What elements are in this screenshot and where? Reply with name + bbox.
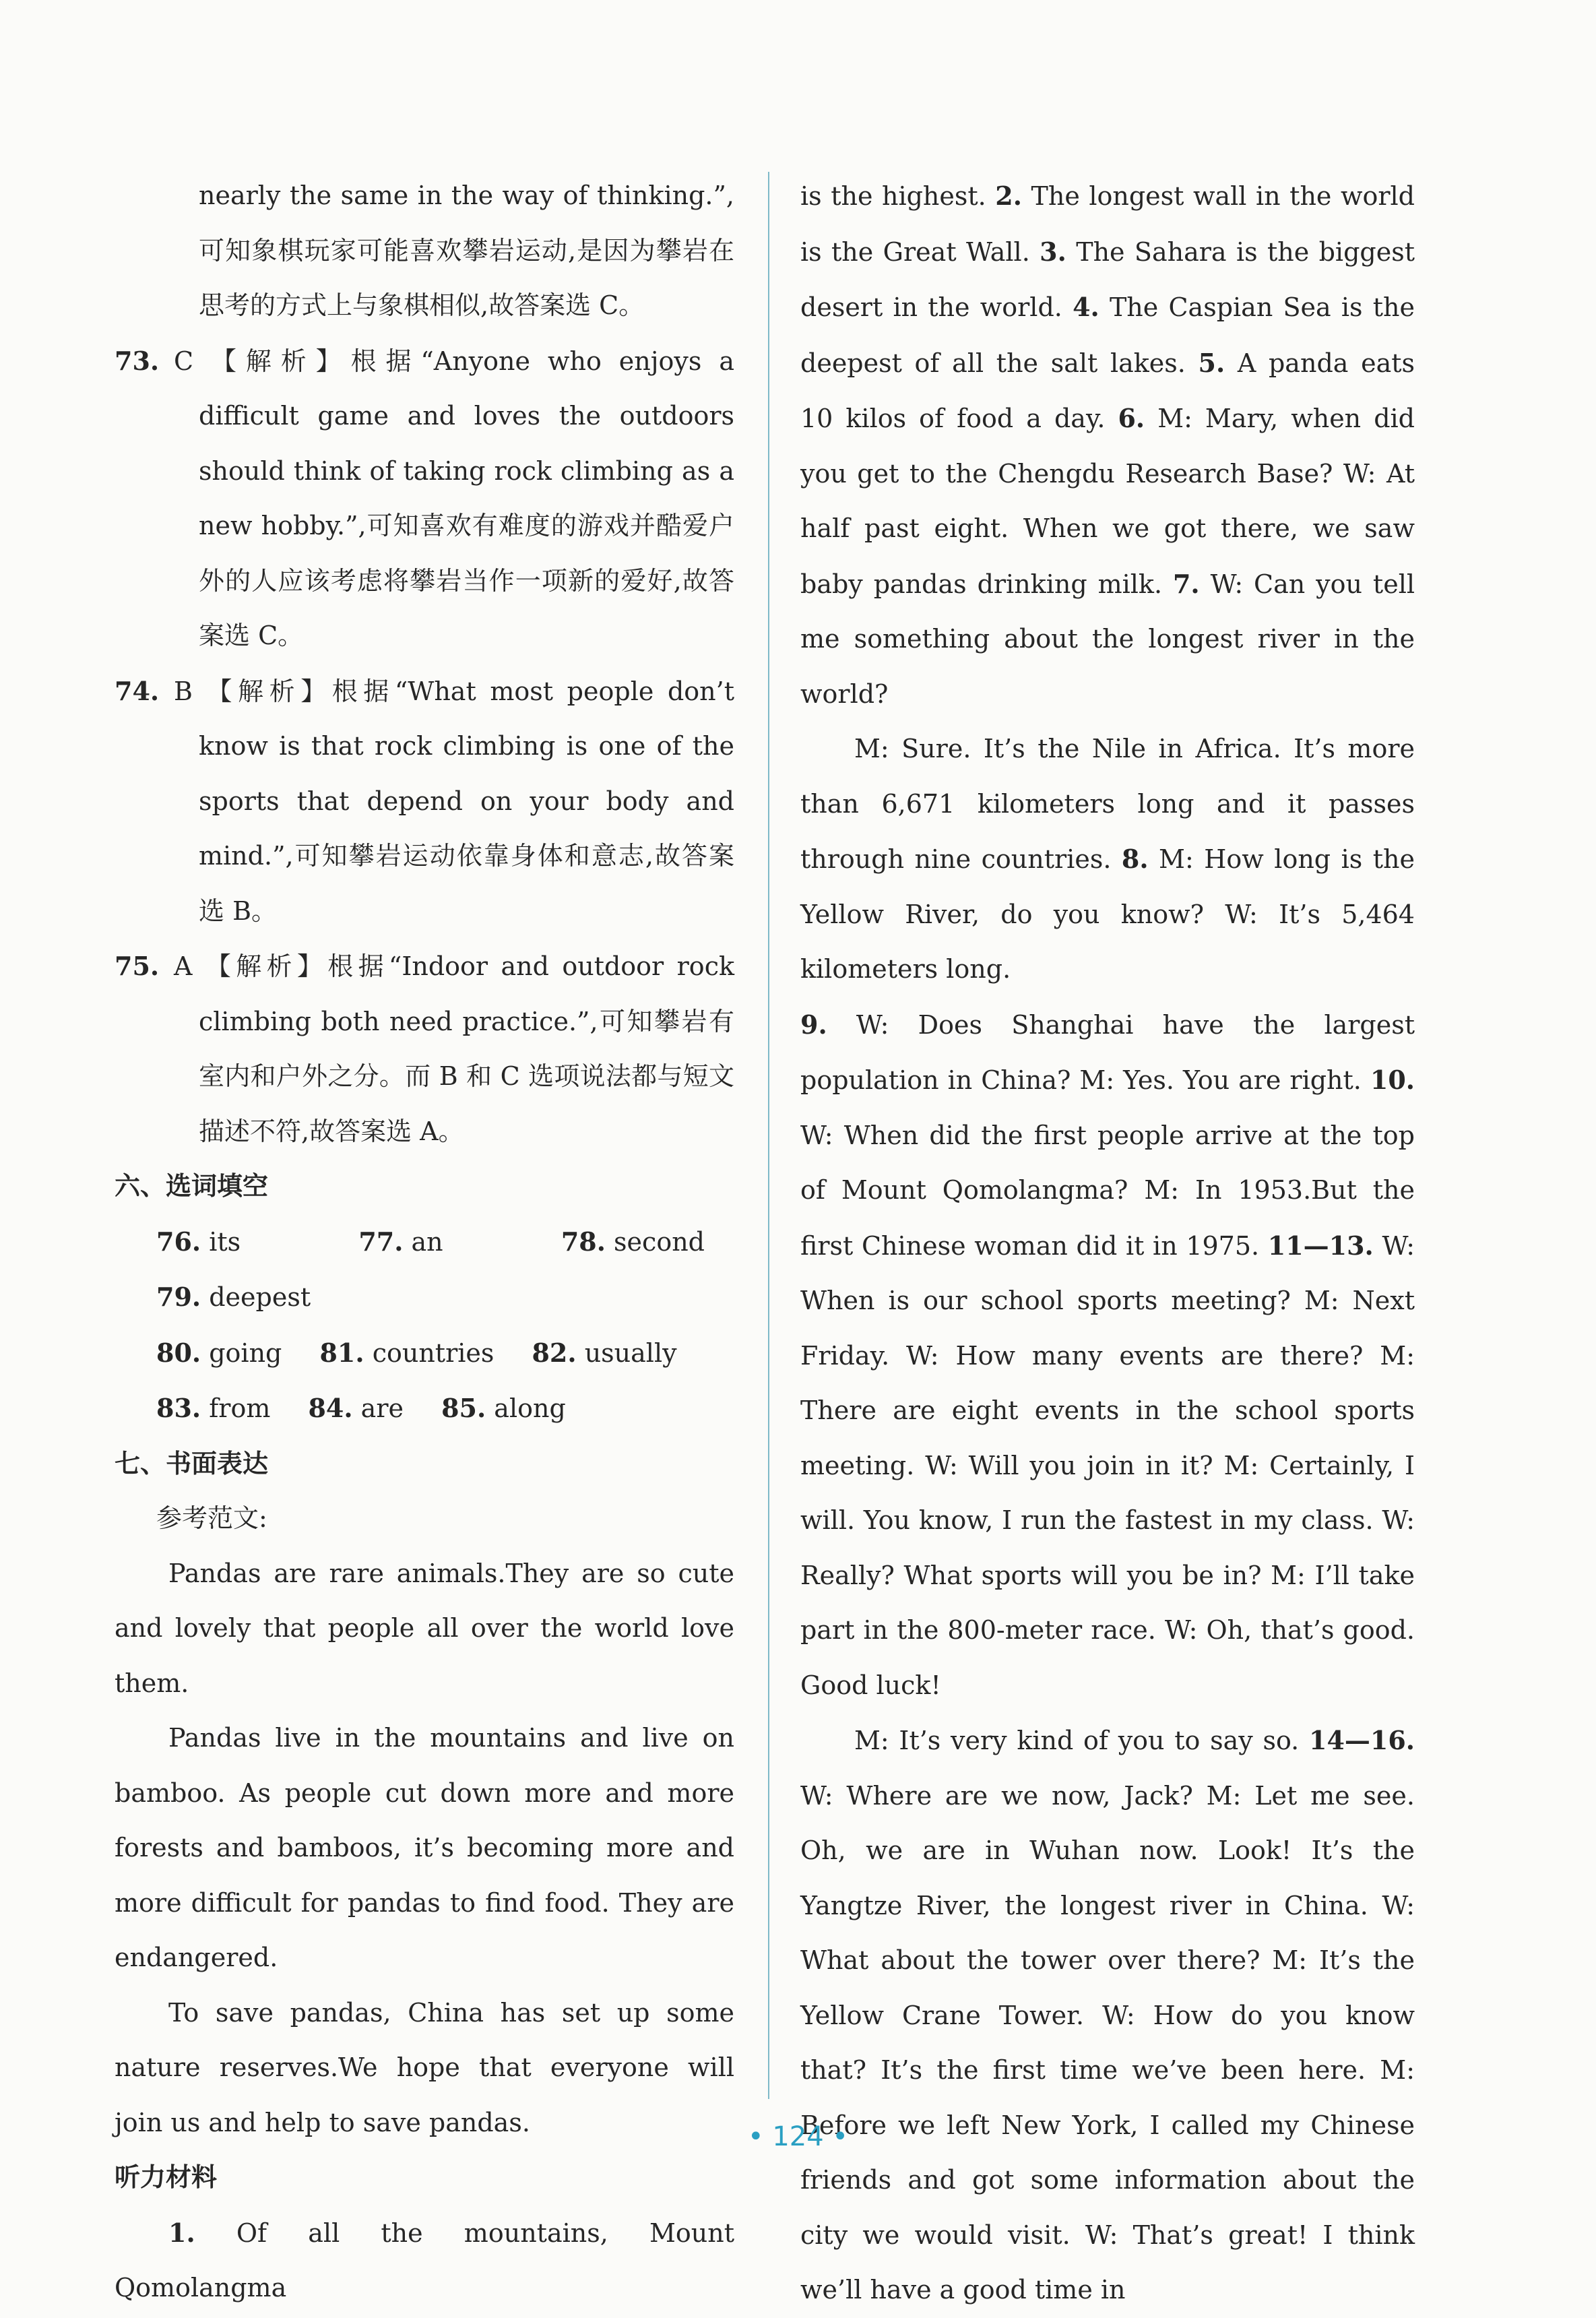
transcript-text: The longest wall in the world is the Great Wall.: [800, 181, 1415, 267]
answer-74: [115, 664, 734, 939]
question-number: 2.: [995, 181, 1022, 211]
answer-72-continuation: nearly the same in the way of thinking.”,可知象棋玩家可能喜欢攀岩运动,是因为攀岩在思考的方式上与象棋相似,故答案选 C。: [199, 181, 734, 320]
answer-number: 75.: [115, 951, 160, 981]
question-number: 6.: [1118, 403, 1145, 433]
fill-row: [115, 1325, 734, 1381]
transcript-text: M: Mary, when did you get to the Chengdu Research Base? W: At half past eight. When we got there, we saw baby pandas drinking milk.: [800, 404, 1415, 599]
fill-item: 79. deepest: [156, 1282, 311, 1312]
question-number: 11—13.: [1267, 1230, 1374, 1261]
answer-text: A 【解析】根据“Indoor and outdoor rock climbing both need practice.”,可知攀岩有室内和户外之分。而 B 和 C 选项说法都与短文描述不符,故答案选 A。: [174, 951, 734, 1146]
answer-number: 73.: [115, 345, 160, 376]
question-number: 9.: [800, 1009, 827, 1040]
answer-number: 74.: [115, 675, 160, 706]
fill-item: 76. its: [156, 1226, 241, 1257]
left-column: [115, 168, 734, 2316]
listening-paragraph: [800, 722, 1415, 997]
fill-in-answers: [115, 1214, 734, 1437]
section-7-heading: 七、书面表达: [115, 1448, 269, 1478]
transcript-text: M: How long is the Yellow River, do you know? W: It’s 5,464 kilometers long.: [800, 844, 1415, 984]
question-number: 3.: [1040, 236, 1066, 267]
fill-item: 82. usually: [532, 1337, 677, 1368]
answer-73: [115, 334, 734, 664]
transcript-text: is the highest.: [800, 181, 996, 211]
listening-start: 1. Of all the mountains, Mount Qomolangma: [115, 2217, 734, 2303]
question-number: 4.: [1073, 292, 1099, 322]
section-6-heading: 六、选词填空: [115, 1171, 269, 1201]
fill-row: [115, 1381, 734, 1437]
fill-item: 77. an: [358, 1226, 443, 1257]
essay-paragraph: Pandas are rare animals.They are so cute and lovely that people all over the world love them.: [115, 1558, 734, 1698]
listening-heading: 听力材料: [115, 2162, 218, 2192]
transcript-text: W: Does Shanghai have the largest population in China? M: Yes. You are right.: [800, 1009, 1415, 1095]
transcript-text: The Sahara is the biggest desert in the world.: [800, 237, 1415, 322]
question-number: 7.: [1172, 568, 1200, 599]
right-column: [800, 168, 1415, 2318]
sample-essay-label: 参考范文:: [156, 1503, 267, 1533]
transcript-text: W: When is our school sports meeting? M: Next Friday. W: How many events are there? M: There are eight events in the school sports meeting. W: Will you join in it? M: Certainly, I will. You know, I run the fastest in my class. W: Really? What sports will you be in? M: I’ll take part in the 800-meter race. W: Oh, that’s good. Good luck!: [800, 1230, 1415, 1700]
transcript-text: A panda eats 10 kilos of food a day.: [800, 348, 1415, 433]
column-divider: [768, 172, 769, 2099]
transcript-text: W: Can you tell me something about the longest river in the world?: [800, 569, 1415, 709]
essay-paragraph: Pandas live in the mountains and live on bamboo. As people cut down more and more forests and bamboos, it’s becoming more and more difficult for pandas to find food. They are endangered.: [115, 1723, 734, 1972]
listening-paragraph: [800, 1713, 1415, 2318]
transcript-text: M: Sure. It’s the Nile in Africa. It’s more than 6,671 kilometers long and it passes through nine countries.: [800, 734, 1415, 874]
fill-item: 78. second: [561, 1226, 705, 1257]
answer-75: [115, 939, 734, 1159]
page-number: • 124 •: [748, 2121, 848, 2152]
fill-item: 85. along: [441, 1393, 566, 1423]
fill-item: 83. from: [156, 1393, 271, 1423]
transcript-text: The Caspian Sea is the deepest of all the salt lakes.: [800, 292, 1415, 378]
answer-text: C 【解析】根据“Anyone who enjoys a difficult game and loves the outdoors should think of taking rock climbing as a new hobby.”,可知喜欢有难度的游戏并酷爱户外的人应该考虑将攀岩当作一项新的爱好,故答案选 C。: [174, 346, 734, 650]
question-number: 10.: [1370, 1065, 1415, 1095]
fill-item: 84. are: [308, 1393, 404, 1423]
question-number: 8.: [1121, 844, 1149, 874]
fill-item: 81. countries: [319, 1337, 494, 1368]
transcript-text: M: It’s very kind of you to say so.: [854, 1726, 1309, 1755]
listening-paragraph: [800, 168, 1415, 722]
fill-item: 80. going: [156, 1337, 282, 1368]
fill-row: [115, 1214, 734, 1325]
listening-paragraph: [800, 997, 1415, 1714]
transcript-text: W: When did the first people arrive at the top of Mount Qomolangma? M: In 1953.But the first Chinese woman did it in 1975.: [800, 1120, 1415, 1261]
answer-text: B 【解析】根据“What most people don’t know is that rock climbing is one of the sports that depend on your body and mind.”,可知攀岩运动依靠身体和意志,故答案选 B。: [174, 676, 734, 926]
question-number: 5.: [1198, 347, 1225, 378]
transcript-text: W: Where are we now, Jack? M: Let me see. Oh, we are in Wuhan now. Look! It’s the Yangtze River, the longest river in China. W: What about the tower over there? M: It’s the Yellow Crane Tower. W: How do you know that? It’s the first time we’ve been here. M: Before we left New York, I called my Chinese friends and got some information about the city we would visit. W: That’s great! I think we’ll have a good time in: [800, 1780, 1415, 2305]
question-number: 14—16.: [1309, 1725, 1415, 1755]
essay-paragraph: To save pandas, China has set up some nature reserves.We hope that everyone will join us and help to save pandas.: [115, 1997, 734, 2137]
